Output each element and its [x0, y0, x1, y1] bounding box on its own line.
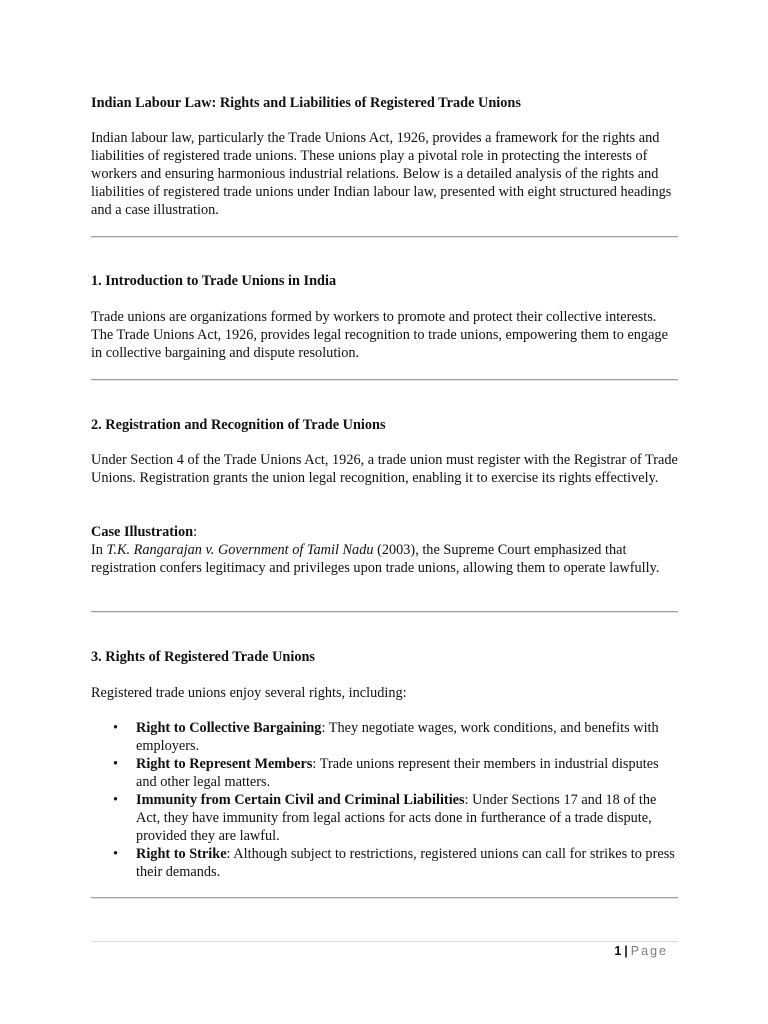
right-text: : They negotiate wages, work conditions, and benefits with employers.	[136, 720, 659, 754]
bullet-icon: •	[113, 720, 119, 736]
footer-divider	[91, 941, 678, 942]
document-title: Indian Labour Law: Rights and Liabilities of Registered Trade Unions	[91, 95, 521, 111]
right-term: Right to Collective Bargaining	[136, 720, 322, 736]
section-2-body: Under Section 4 of the Trade Unions Act, 1926, a trade union must register with the Registrar of Trade Unions. Registration grants the union legal recognition, enabling it to exercise its rights effectively.	[91, 452, 678, 486]
section-1-heading: 1. Introduction to Trade Unions in India	[91, 273, 337, 289]
horizontal-rule	[91, 379, 678, 381]
bullet-icon: •	[113, 756, 119, 772]
bullet-icon: •	[113, 792, 119, 808]
intro-paragraph: Indian labour law, particularly the Trade Unions Act, 1926, provides a framework for the rights and liabilities of registered trade unions. These unions play a pivotal role in protecting the interests of workers and ensuring harmonious industrial relations. Below is a detailed analysis of the rights and liabilities of registered trade unions under Indian labour law, presented with eight structured headings and a case illustration.	[91, 130, 672, 218]
right-text: : Although subject to restrictions, registered unions can call for strikes to press their demands.	[136, 846, 675, 880]
horizontal-rule	[91, 611, 678, 613]
case-illustration: Case Illustration: In T.K. Rangarajan v. Government of Tamil Nadu (2003), the Supreme Court emphasized that registration confers legitimacy and privileges upon trade unions, allowing them to operate lawfully.	[91, 524, 660, 576]
case-text: (2003), the Supreme Court emphasized that registration confers legitimacy and privileges upon trade unions, allowing them to operate lawfully.	[91, 542, 660, 576]
list-item	[91, 755, 681, 791]
page-footer	[614, 942, 668, 960]
case-prefix: In	[91, 542, 107, 558]
right-text: : Under Sections 17 and 18 of the Act, they have immunity from legal actions for acts done in furtherance of a trade dispute, provided they are lawful.	[136, 792, 657, 844]
right-term: Immunity from Certain Civil and Criminal Liabilities	[136, 792, 465, 808]
list-item	[91, 845, 681, 881]
page-separator: |	[624, 944, 628, 958]
case-illustration-label: Case Illustration	[91, 524, 194, 540]
list-item	[91, 791, 681, 845]
section-3-heading: 3. Rights of Registered Trade Unions	[91, 649, 315, 665]
bullet-icon: •	[113, 846, 119, 862]
right-term: Right to Represent Members	[136, 756, 313, 772]
list-item	[91, 719, 681, 755]
section-1-body: Trade unions are organizations formed by workers to promote and protect their collective interests. The Trade Unions Act, 1926, provides legal recognition to trade unions, empowering them to engage in collective bargaining and dispute resolution.	[91, 309, 668, 361]
page-number: 1	[614, 944, 622, 958]
page-word: Page	[630, 944, 668, 958]
section-2-heading: 2. Registration and Recognition of Trade Unions	[91, 417, 386, 433]
rights-list	[91, 719, 681, 881]
case-name: T.K. Rangarajan v. Government of Tamil Nadu	[106, 542, 374, 558]
section-3-body: Registered trade unions enjoy several rights, including:	[91, 685, 407, 701]
horizontal-rule	[91, 897, 678, 899]
horizontal-rule	[91, 236, 678, 238]
right-term: Right to Strike	[136, 846, 227, 862]
right-text: : Trade unions represent their members in industrial disputes and other legal matters.	[136, 756, 659, 790]
